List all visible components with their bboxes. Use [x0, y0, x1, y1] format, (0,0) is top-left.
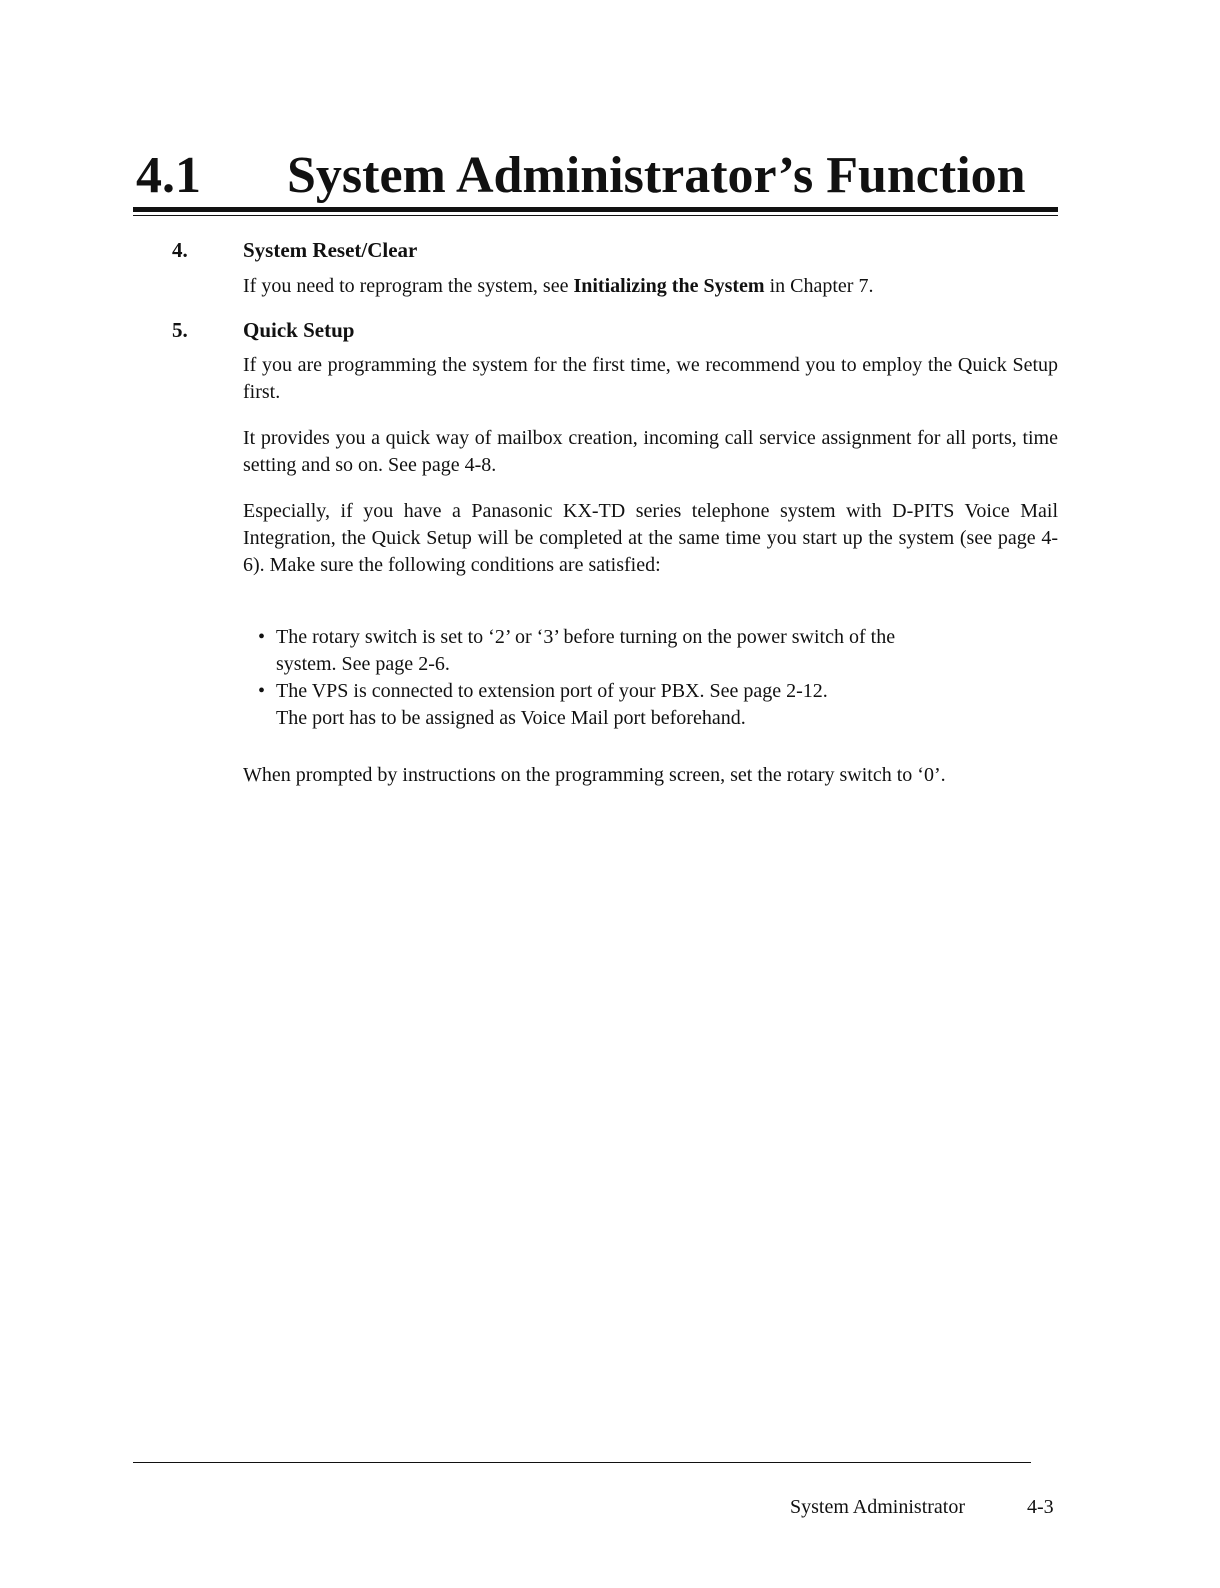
- footer-label: System Administrator: [790, 1496, 965, 1518]
- list-item: • The VPS is connected to extension port of your PBX. See page 2-12. The port has to be assigned as Voice Mail port beforehand.: [258, 680, 828, 729]
- cross-reference: Initializing the System: [573, 275, 765, 297]
- section-header: [133, 140, 1058, 208]
- quick-setup-description: It provides you a quick way of mailbox creation, incoming call service assignment for all ports, time setting and so on. See page 4-8.: [243, 427, 1058, 476]
- header-rule-thin: [133, 215, 1058, 216]
- condition-list: [258, 624, 1058, 732]
- item-4-text: If you need to reprogram the system, see Initializing the System in Chapter 7.: [243, 275, 874, 297]
- section-number: 4.1: [136, 147, 201, 204]
- section-title: System Administrator’s Function: [287, 147, 1026, 204]
- footer-rule: [133, 1462, 1031, 1463]
- rotary-switch-note: When prompted by instructions on the programming screen, set the rotary switch to ‘0’.: [243, 764, 946, 786]
- item-5-heading: Quick Setup: [243, 318, 355, 342]
- header-rule-thick: [133, 207, 1058, 212]
- quick-setup-conditions: Especially, if you have a Panasonic KX-TD series telephone system with D-PITS Voice Mail Integration, the Quick Setup will be completed at the same time you start up the system (see page 4-6). Make sure the following conditions are satisfied:: [243, 500, 1058, 576]
- bullet-icon: •: [258, 680, 266, 702]
- item-5-number: 5.: [172, 318, 188, 342]
- list-item: • The rotary switch is set to ‘2’ or ‘3’ before turning on the power switch of the system. See page 2-6.: [258, 626, 896, 675]
- page-number: 4-3: [1027, 1496, 1054, 1518]
- quick-setup-intro: If you are programming the system for the first time, we recommend you to employ the Quick Setup first.: [243, 354, 1058, 403]
- bullet-icon: •: [258, 626, 266, 648]
- item-4-heading: System Reset/Clear: [243, 238, 418, 262]
- item-4-number: 4.: [172, 238, 188, 262]
